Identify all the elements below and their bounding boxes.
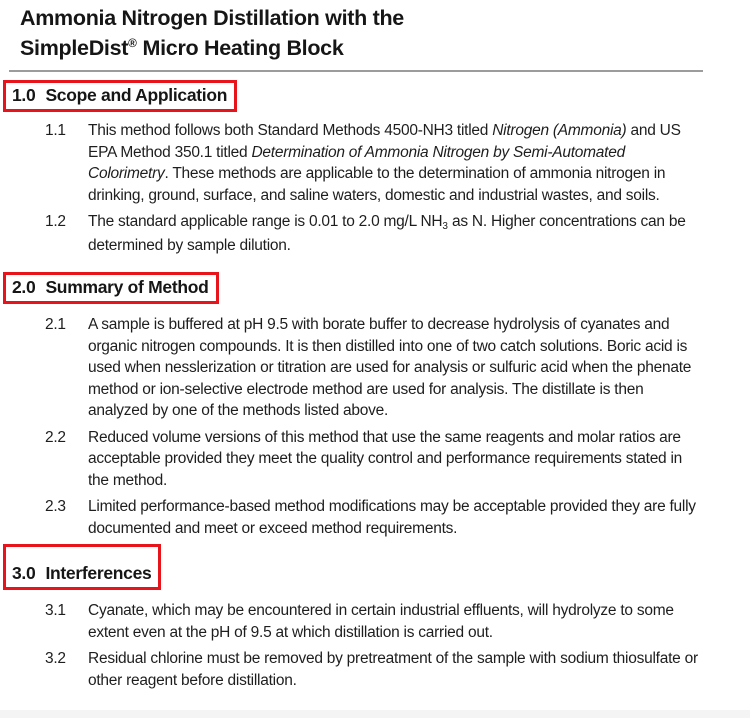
- item-number-2-2: 2.2: [45, 428, 66, 446]
- section-2-heading-row: [3, 272, 750, 304]
- text-segment-italic: Determination of Ammonia Nitrogen by Semi-Automated Colorimetry: [88, 143, 625, 183]
- text-segment: Limited performance-based method modifications may be acceptable provided they are fully documented and meet or exceed method requirements.: [88, 498, 696, 537]
- text-segment: The standard applicable range is 0.01 to 2.0 mg/L NH: [88, 213, 443, 231]
- list-item-2-3: [45, 496, 750, 539]
- item-text-2-2: [88, 427, 703, 492]
- section-1-number: 1.0: [12, 85, 36, 106]
- item-number-1-2: 1.2: [45, 213, 66, 231]
- text-segment: This method follows both Standard Methods 4500-NH3 titled: [88, 122, 493, 140]
- list-item-2-1: [45, 314, 750, 422]
- item-text-2-1: [88, 314, 703, 422]
- document-title-line1: Ammonia Nitrogen Distillation with the: [20, 6, 404, 30]
- item-number-3-1: 3.1: [45, 602, 66, 620]
- text-segment: . These methods are applicable to the determination of ammonia nitrogen in drinking, ground, surface, and saline waters, domestic and industrial wastes, and soils.: [88, 165, 666, 204]
- item-number-3-2: 3.2: [45, 650, 66, 668]
- page-edge-strip: [0, 710, 750, 718]
- product-name: SimpleDist: [20, 36, 129, 61]
- item-text-1-2: [88, 211, 703, 256]
- item-text-3-1: [88, 600, 703, 643]
- section-2-heading-highlight-box: [3, 272, 219, 304]
- section-3-heading: Interferences: [45, 563, 152, 584]
- document-title-line2-rest: Micro Heating Block: [136, 36, 344, 61]
- list-item-1-1: [45, 120, 750, 206]
- section-1-heading-row: [3, 80, 750, 112]
- registered-trademark-symbol: ®: [128, 36, 137, 50]
- section-2-number: 2.0: [12, 277, 36, 298]
- text-segment: Reduced volume versions of this method that use the same reagents and molar ratios are acceptable provided they meet the quality control and performance requirements stated in the method.: [88, 428, 683, 489]
- list-item-3-2: [45, 648, 750, 691]
- section-2-items: [0, 314, 750, 539]
- title-divider-rule: [9, 70, 703, 72]
- section-3-heading-highlight-box: [3, 544, 161, 590]
- item-number-1-1: 1.1: [45, 122, 66, 140]
- item-text-2-3: [88, 496, 703, 539]
- item-number-2-1: 2.1: [45, 316, 66, 334]
- text-segment: Residual chlorine must be removed by pretreatment of the sample with sodium thiosulfate or other reagent before distillation.: [88, 650, 698, 689]
- item-text-3-2: [88, 648, 703, 691]
- item-text-1-1: [88, 120, 703, 206]
- list-item-2-2: [45, 427, 750, 492]
- section-3-number: 3.0: [12, 563, 36, 584]
- document-title-line2: [20, 31, 710, 61]
- section-1-heading: Scope and Application: [45, 85, 228, 106]
- section-1-heading-highlight-box: [3, 80, 237, 112]
- text-segment-subscript: 3: [442, 221, 448, 233]
- item-number-2-3: 2.3: [45, 498, 66, 516]
- text-segment: Cyanate, which may be encountered in certain industrial effluents, will hydrolyze to some extent even at the pH of 9.5 at which distillation is carried out.: [88, 602, 674, 641]
- section-1-items: [0, 120, 750, 256]
- text-segment-italic: Nitrogen (Ammonia): [492, 122, 627, 140]
- text-segment: A sample is buffered at pH 9.5 with borate buffer to decrease hydrolysis of cyanates and organic nitrogen compounds. It is then distilled into one of two catch solutions. Boric acid is used when nesslerization or titration are used for analysis or sulfuric acid when the phenate method or ion-selective electrode method are used for analysis. The distillate is then analyzed by one of the methods listed above.: [88, 316, 692, 420]
- section-3-items: [0, 600, 750, 691]
- section-2-heading: Summary of Method: [45, 277, 209, 298]
- document-title: [20, 6, 710, 61]
- list-item-1-2: [45, 211, 750, 256]
- list-item-3-1: [45, 600, 750, 643]
- section-3-heading-row: [3, 544, 750, 590]
- text-segment: as N. Higher concentrations can be determined by sample dilution.: [88, 213, 686, 254]
- text-segment: and US EPA Method 350.1 titled: [88, 122, 681, 161]
